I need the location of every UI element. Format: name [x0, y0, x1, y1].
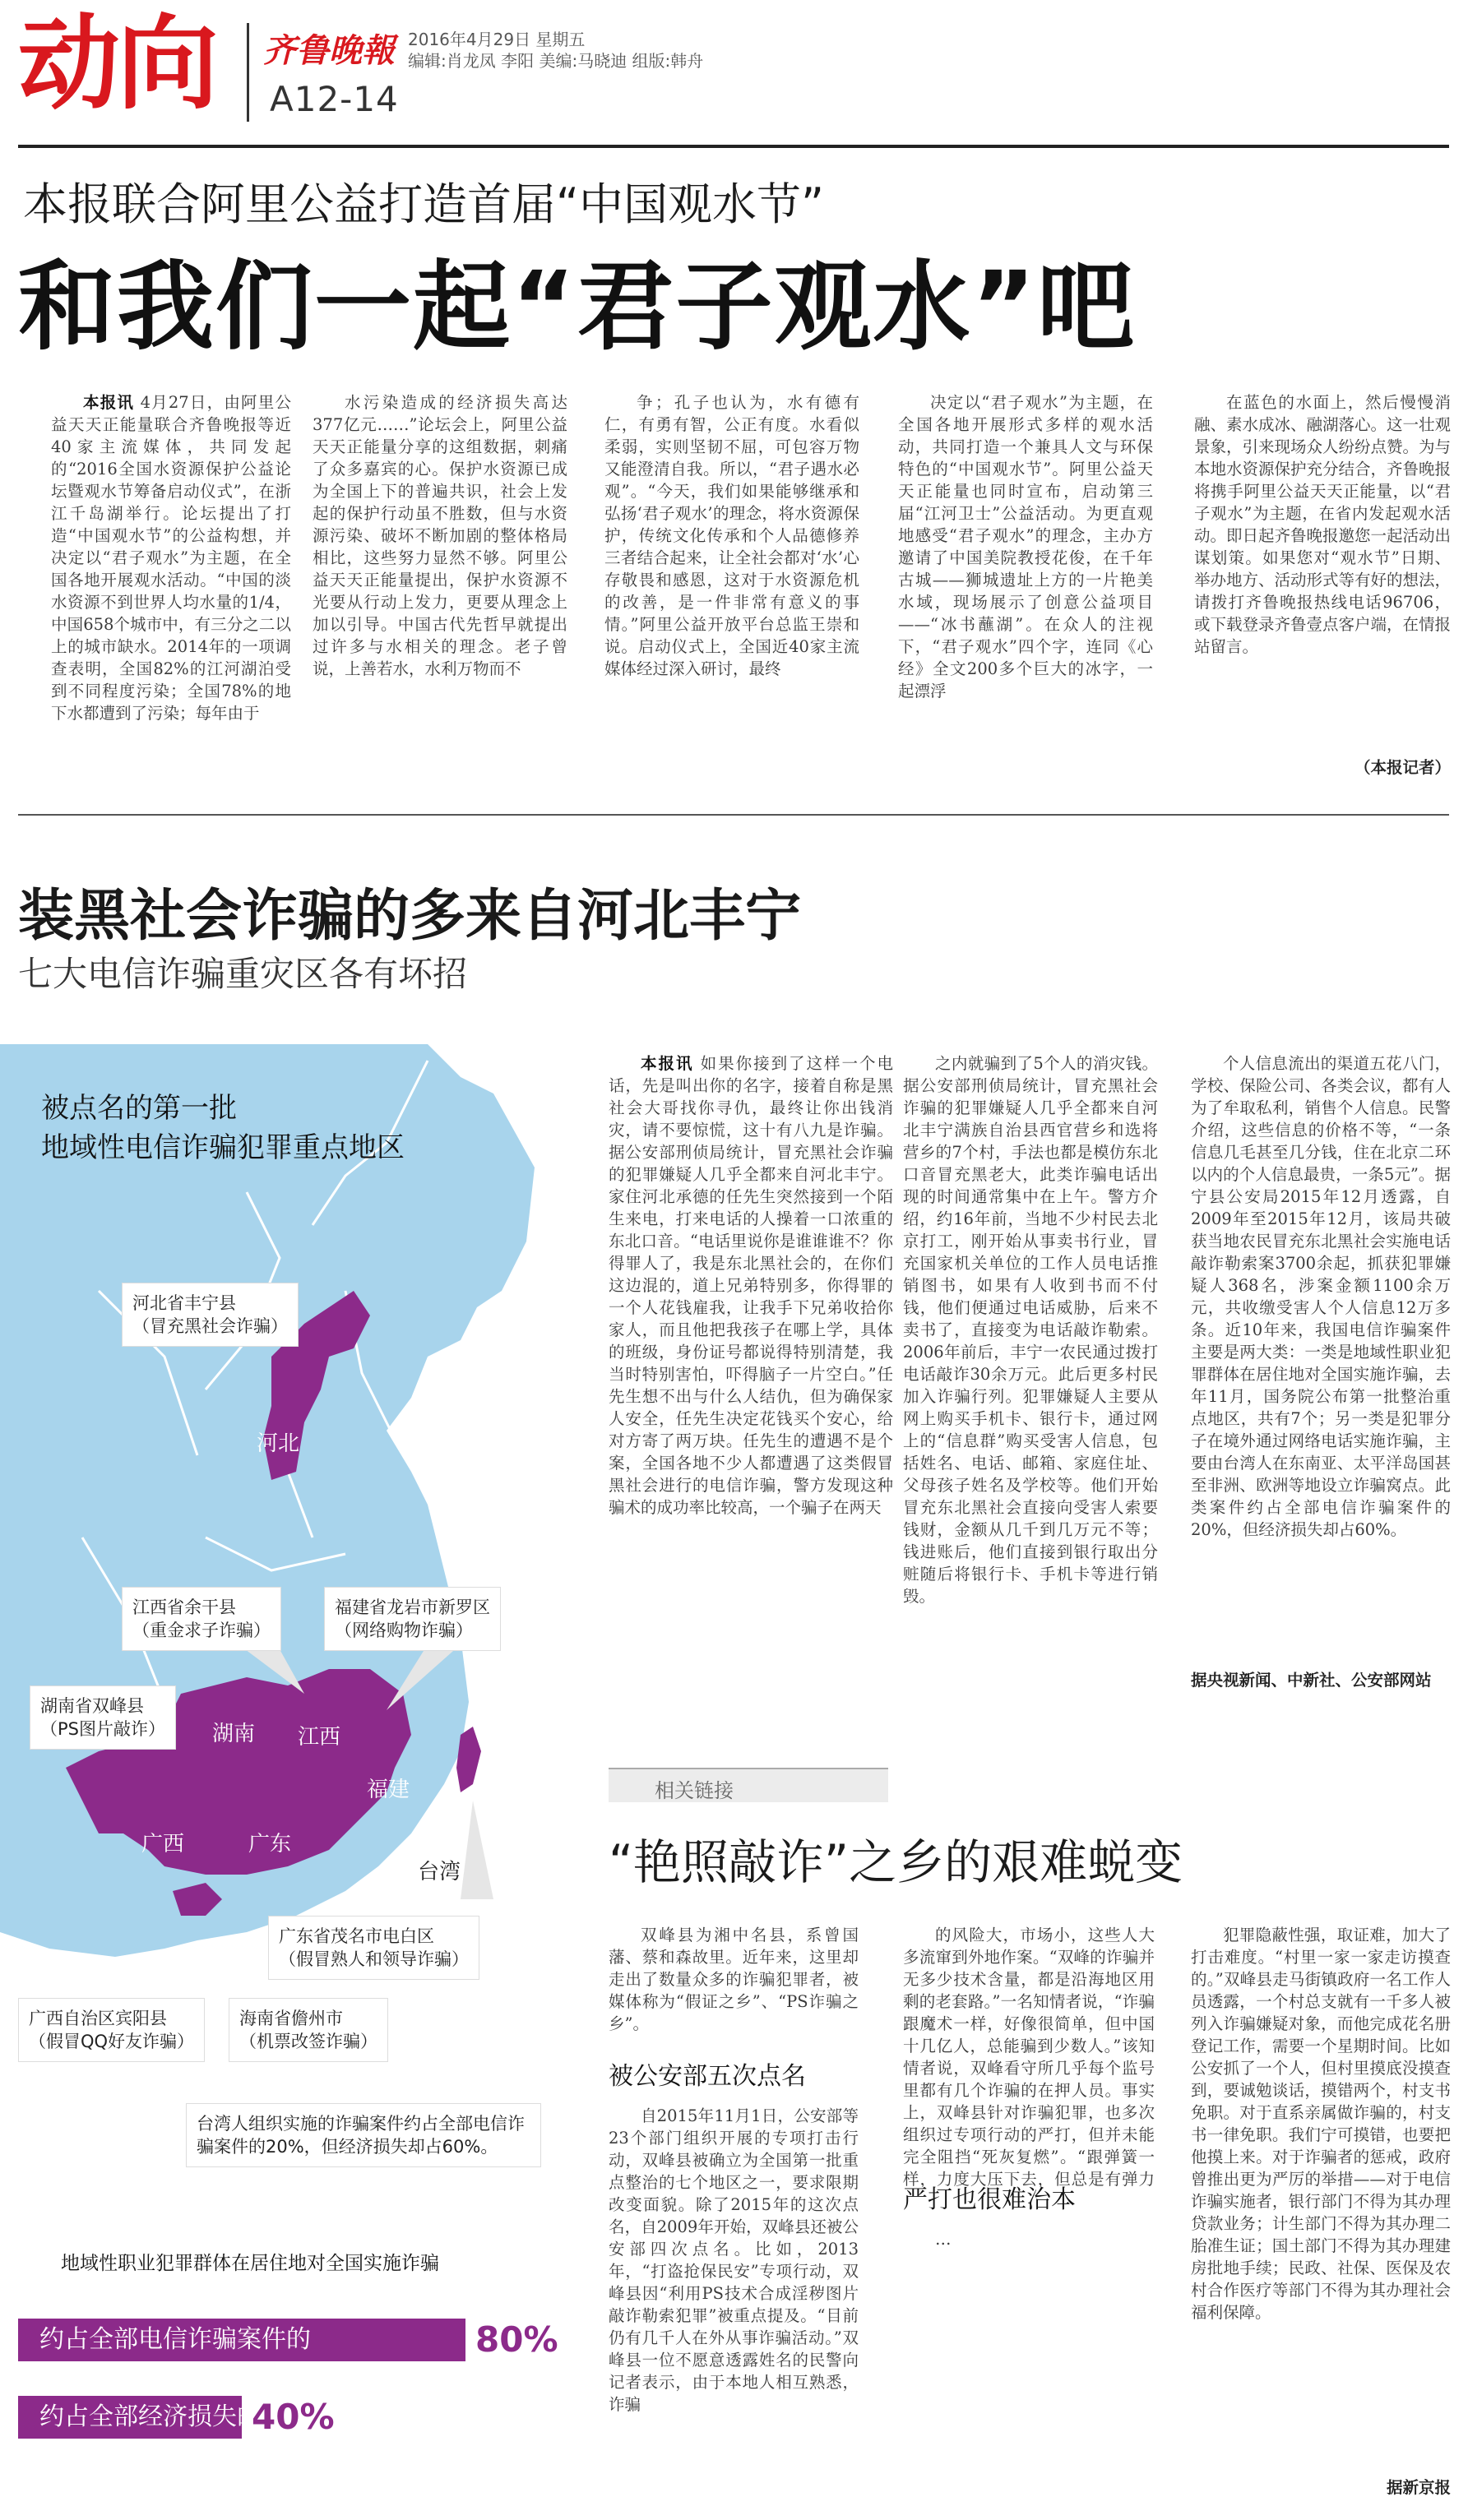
article2-column-1 [609, 1052, 893, 1735]
article3-subhead-1: 被公安部五次点名 [609, 2062, 806, 2091]
article1-column-2 [313, 391, 567, 786]
callout-taiwan: 台湾人组织实施的诈骗案件约占全部电信诈骗案件的20%，但经济损失却占60%。 [186, 2103, 541, 2167]
article2-text-1: 如果你接到了这样一个电话，先是叫出你的名字，接着自称是黑社会大哥找你寻仇，最终让你出钱消灾，请不要惊慌，这十有八九是诈骗。据公安部刑侦局统计，冒充黑社会诈骗的犯罪嫌疑人几乎全都来自河北丰宁。家住河北承德的任先生突然接到一个陌生来电，打来电话的人操着一口浓重的东北口音。“电话里说你是谁谁谁不？你得罪人了，我是东北黑社会的，在你们这边混的，道上兄弟特别多，你得罪的一个人花钱雇我，让我手下兄弟收拾你家人，而且他把我孩子在哪上学，具体的班级，身份证号都说得特别清楚，我当时特别害怕，吓得脑子一片空白。”任先生想不出与什么人结仇，但为确保家人安全，任先生决定花钱买个安心，给对方寄了两万块。任先生的遭遇不是个案，全国各地不少人都遭遇了这类假冒黑社会进行的电信诈骗，警方发现这种骗术的成功率比较高，一个骗子在两天 [609, 1054, 893, 1517]
province-label-hebei: 河北 [257, 1431, 300, 1456]
callout-scam-type: （假冒QQ好友诈骗） [29, 2032, 195, 2051]
province-label-hunan: 湖南 [212, 1722, 256, 1746]
article3-column-1a [609, 1924, 859, 2039]
article1-text-5: 在蓝色的水面上，然后慢慢消融、素水成冰、融湖落心。这一壮观景象，引来现场众人纷纷点赞。为与本地水资源保护充分结合，齐鲁晚报将携手阿里公益天天正能量，以“君子观水”为主题，在省内发起观水活动。即日起齐鲁晚报邀您一起活动出谋划策。如果您对“观水节”日期、举办地方、活动形式等有好的想法，请拨打齐鲁晚报热线电话96706，或下载登录齐鲁壹点客户端，在情报站留言。 [1194, 393, 1451, 656]
article3-text-2: 自2015年11月1日，公安部等23个部门组织开展的专项打击行动，双峰县被确立为全国第一批重点整治的七个地区之一，要求限期改变面貌。除了2015年的这次点名，自2009年开始，双峰县还被公安部四次点名。比如，2013年，“打盗抢保民安”专项行动，双峰县因“利用PS技术合成淫秽图片敲诈勒索犯罪”被重点提及。“目前仍有几千人在外从事诈骗活动。”双峰县一位不愿意透露姓名的民警向记者表示，由于本地人相互熟悉，诈骗 [609, 2106, 859, 2414]
callout-hebei [122, 1283, 299, 1347]
article1-text-1: 4月27日，由阿里公益天天正能量联合齐鲁晚报等近40家主流媒体，共同发起的“2016全国水资源保护公益论坛暨观水节筹备启动仪式”，在浙江千岛湖举行。论坛提出了打造“中国观水节”的公益构想，并决定以“君子观水”为主题，在全国各地开展观水活动。“中国的淡水资源不到世界人均水量的1/4，中国658个城市中，有三分之二以上的城市缺水。2014年的一项调查表明，全国82%的江河湖泊受到不同程度污染；全国78%的地下水都遭到了污染；每年由于 [51, 393, 291, 723]
callout-jiangxi [122, 1587, 281, 1651]
province-label-hainan: 海南 [191, 1947, 234, 1972]
stat-value-losses: 40% [252, 2397, 335, 2437]
article1-headline: 和我们一起“君子观水”吧 [18, 250, 1137, 363]
masthead-divider [247, 23, 249, 122]
article1-column-5 [1194, 391, 1451, 745]
province-label-jiangxi: 江西 [298, 1725, 341, 1750]
section-title: 动向 [18, 5, 216, 123]
callout-scam-type: （假冒熟人和领导诈骗） [279, 1949, 469, 1969]
callout-wedge-taiwan [461, 1801, 493, 1899]
callout-fujian [324, 1587, 501, 1651]
article1-column-4 [898, 391, 1153, 786]
callout-place: 海南省儋州市 [239, 2009, 343, 2028]
editor-credits: 编辑:肖龙凤 李阳 美编:马晓迪 组版:韩舟 [408, 51, 704, 71]
article3-column-3 [1191, 1924, 1451, 2467]
callout-hainan [229, 1998, 388, 2062]
article1-column-1 [51, 391, 291, 786]
dateline-tag: 本报讯 [83, 393, 135, 412]
article3-column-2a [903, 1924, 1155, 2187]
callout-place: 广西自治区宾阳县 [29, 2009, 167, 2028]
article3-headline: “艳照敲诈”之乡的艰难蜕变 [609, 1834, 1183, 1890]
article2-text-3: 个人信息流出的渠道五花八门，学校、保险公司、各类会议，都有人为了牟取私利，销售个人信息。民警介绍，这些信息的价格不等，“一条信息几毛甚至几分钱，住在北京二环以内的个人信息最贵，一条5元”。据宁县公安局2015年12月透露，自2009年至2015年12月，该局共破获当地农民冒充东北黑社会实施电话敲诈勒索案3700余起，抓获犯罪嫌疑人368名，涉案金额1100余万元，共收缴受害人个人信息12万多条。近10年来，我国电信诈骗案件主要是两大类：一类是地域性职业犯罪群体在居住地对全国实施诈骗，去年11月，国务院公布第一批整治重点地区，共有7个；另一类是犯罪分子在境外通过网络电话实施诈骗，主要由台湾人在东南亚、太平洋岛国甚至非洲、欧洲等地设立诈骗窝点。此类案件约占全部电信诈骗案件的20%，但经济损失却占60%。 [1191, 1054, 1451, 1539]
page-code: A12-14 [270, 79, 399, 119]
masthead-rule [18, 145, 1449, 148]
article2-column-3 [1191, 1052, 1451, 1661]
section-divider [18, 814, 1449, 816]
article1-byline: （本报记者） [1354, 758, 1451, 777]
article2-source: 据央视新闻、中新社、公安部网站 [1191, 1671, 1432, 1690]
callout-guangxi [18, 1998, 205, 2062]
related-link-tab [609, 1768, 888, 1802]
newspaper-logo: 齐鲁晚報 [263, 31, 395, 70]
map-title-line-2: 地域性电信诈骗犯罪重点地区 [41, 1131, 405, 1164]
related-link-label: 相关链接 [655, 1779, 734, 1802]
article3-source: 据新京报 [1386, 2478, 1451, 2497]
callout-place: 江西省余干县 [132, 1598, 236, 1617]
article3-column-1b [609, 2105, 859, 2508]
stat-label-cases: 约占全部电信诈骗案件的 [39, 2325, 311, 2354]
article3-text-1: 双峰县为湘中名县，系曾国藩、蔡和森故里。近年来，这里却走出了数量众多的诈骗犯罪者，被媒体称为“假证之乡”、“PS诈骗之乡”。 [609, 1926, 859, 2033]
article2-column-2 [903, 1052, 1158, 1735]
callout-scam-type: （冒充黑社会诈骗） [132, 1316, 288, 1336]
article2-subheadline: 七大电信诈骗重灾区各有坏招 [18, 954, 468, 994]
callout-place: 湖南省双峰县 [40, 1696, 144, 1716]
callout-place: 福建省龙岩市新罗区 [335, 1598, 490, 1617]
dateline-tag: 本报讯 [641, 1054, 694, 1073]
callout-scam-type: （网络购物诈骗） [335, 1621, 473, 1640]
article2-headline: 装黑社会诈骗的多来自河北丰宁 [18, 884, 802, 949]
callout-scam-type: （机票改签诈骗） [239, 2032, 377, 2051]
article2-text-2: 之内就骗到了5个人的消灾钱。据公安部刑侦局统计，冒充黑社会诈骗的犯罪嫌疑人几乎全都来自河北丰宁满族自治县西官营乡和选将营乡的7个村，手法也都是模仿东北口音冒充黑老大，此类诈骗电话出现的时间通常集中在上午。警方介绍，约16年前，当地不少村民去北京打工，刚开始从事卖书行业，冒充国家机关单位的工作人员电话推销图书，如果有人收到书而不付钱，他们便通过电话威胁，后来不卖书了，直接变为电话敲诈勒索。2006年前后，丰宁一农民通过拨打电话敲诈30余万元。此后更多村民加入诈骗行列。犯罪嫌疑人主要从网上购买手机卡、银行卡，通过网上的“信息群”购买受害人信息，包括姓名、电话、邮箱、家庭住址、父母孩子姓名及学校等。他们开始冒充东北黑社会直接向受害人索要钱财，金额从几千到几万元不等；钱进账后，他们直接到银行取出分赃随后将银行卡、手机卡等进行销毁。 [903, 1054, 1158, 1606]
province-label-guangxi: 广西 [141, 1832, 185, 1856]
callout-hunan [30, 1685, 176, 1750]
province-label-guangdong: 广东 [248, 1832, 292, 1856]
stat-label-losses: 约占全部经济损失的 [39, 2402, 262, 2431]
article1-text-4: 决定以“君子观水”为主题，在全国各地开展形式多样的观水活动，共同打造一个兼具人文与环保特色的“中国观水节”。阿里公益天天正能量也同时宣布，启动第三届“江河卫士”公益活动。为更直观地感受“君子观水”的理念，主办方邀请了中国美院教授花俊，在千年古城——狮城遗址上方的一片艳美水域，现场展示了创意公益项目——“冰书蘸湖”。在众人的注视下，“君子观水”四个字，连同《心经》全文200多个巨大的冰字，一起漂浮 [898, 393, 1153, 701]
callout-guangdong [268, 1916, 479, 1980]
article3-text-3: 的风险大，市场小，这些人大多流窜到外地作案。“双峰的诈骗并无多少技术含量，都是沿海地区用剩的老套路。”一名知情者说，“诈骗跟魔术一样，好像很简单，但中国十几亿人，总能骗到少数人。”该知情者说，双峰看守所几乎每个监号里都有几个诈骗的在押人员。事实上，双峰县针对诈骗犯罪，也多次组织过专项行动的严打，但并未能完全阻挡“死灰复燃”。“跟弹簧一样，力度大压下去，但总是有弹力 [903, 1926, 1155, 2187]
issue-date: 2016年4月29日 星期五 [408, 30, 586, 49]
article3-column-2b: … [935, 2230, 952, 2249]
article3-subhead-2: 严打也很难治本 [903, 2185, 1076, 2214]
article1-column-3 [604, 391, 859, 786]
province-label-fujian: 福建 [367, 1778, 410, 1802]
article1-text-3: 争；孔子也认为，水有德有仁，有勇有智，公正有度。水看似柔弱，实则坚韧不屈，可包容万物又能澄清自我。所以，“君子遇水必观”。“今天，我们如果能够继承和弘扬‘君子观水’的理念，将水资源保护，传统文化传承和个人品德修养三者结合起来，让全社会都对‘水’心存敬畏和感恩，这对于水资源危机的改善，是一件非常有意义的事情。”阿里公益开放平台总监王崇和说。启动仪式上，全国近40家主流媒体经过深入研讨，最终 [604, 393, 859, 678]
stat-value-cases: 80% [475, 2319, 558, 2360]
callout-place: 广东省茂名市电白区 [279, 1926, 434, 1946]
article3-text-4: 犯罪隐蔽性强，取证难，加大了打击难度。“村里一家一家走访摸查的。”双峰县走马街镇政府一名工作人员透露，一个村总支就有一千多人被列入诈骗嫌疑对象，而他完成花名册登记工作，需要一个星期时间。比如公安抓了一个人，但村里摸底没摸查到，要诚勉谈话，摸错两个，村支书免职。对于直系亲属做诈骗的，村支书一律免职。我们宁可摸错，也要把他摸上来。对于诈骗者的惩戒，政府曾推出更为严厉的举措——对于电信诈骗实施者，银行部门不得为其办理贷款业务；计生部门不得为其办理二胎准生证；国土部门不得为其办理建房批地手续；民政、社保、医保及农村合作医疗等部门不得为其办理社会福利保障。 [1191, 1926, 1451, 2322]
map-title-line-1: 被点名的第一批 [41, 1092, 237, 1125]
article1-kicker: 本报联合阿里公益打造首届“中国观水节” [23, 178, 824, 230]
callout-scam-type: （重金求子诈骗） [132, 1621, 271, 1640]
article1-text-2: 水污染造成的经济损失高达377亿元……”论坛会上，阿里公益天天正能量分享的这组数据，刺痛了众多嘉宾的心。保护水资源已成为全国上下的普遍共识，社会上发起的保护行动虽不胜数，但与水资源污染、破坏不断加剧的整体格局相比，这些努力显然不够。阿里公益天天正能量提出，保护水资源不光要从行动上发力，更要从理念上加以引导。中国古代先哲早就提出过许多与水相关的理念。老子曾说，上善若水，水利万物而不 [313, 393, 567, 678]
province-label-taiwan: 台湾 [418, 1860, 461, 1884]
callout-scam-type: （PS图片敲诈） [40, 1719, 165, 1739]
callout-place: 河北省丰宁县 [132, 1293, 236, 1313]
stats-caption: 地域性职业犯罪群体在居住地对全国实施诈骗 [61, 2253, 439, 2274]
